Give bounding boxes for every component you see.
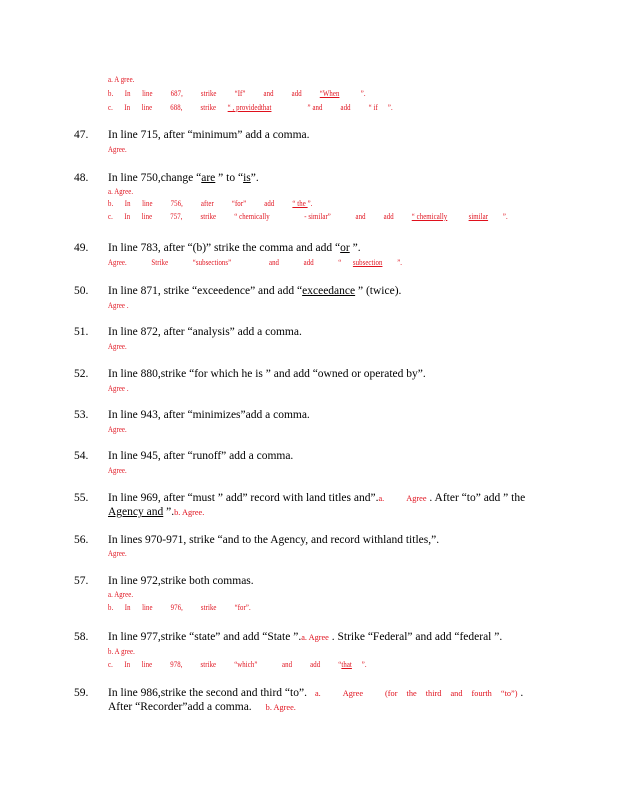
item-number: 59. <box>74 687 89 699</box>
intro-b: b. In line 687, strike “If” and add “When ”. <box>108 89 366 98</box>
item-text: In line 880,strike “for which he is ” and add “owned or operated by”. <box>108 368 426 380</box>
item-number: 57. <box>74 575 89 587</box>
item-text: In line 872, after “analysis” add a comma. <box>108 326 302 338</box>
item-number: 50. <box>74 285 89 297</box>
response: Agree. Strike “subsections” and add “ subsection ”. <box>108 258 403 267</box>
item-text: In line 943, after “minimizes”add a comma. <box>108 409 310 421</box>
item-text: In line 783, after “(b)” strike the comma and add “or ”. <box>108 242 361 254</box>
response: Agree. <box>108 342 127 351</box>
item-number: 52. <box>74 368 89 380</box>
response: Agree. <box>108 549 127 558</box>
response-c: c. In line 757, strike “ chemically - similar” and add “ chemically similar ”. <box>108 212 508 221</box>
item-text: In line 871, strike “exceedence” and add “exceedance ” (twice). <box>108 285 402 297</box>
item-number: 48. <box>74 172 89 184</box>
item-text: In line 972,strike both commas. <box>108 575 254 587</box>
item-text: In line 750,change “are ” to “is”. <box>108 172 259 184</box>
item-text: In line 715, after “minimum” add a comma. <box>108 129 310 141</box>
response-b: b. In line 976, strike “for”. <box>108 603 251 612</box>
response: Agree. <box>108 466 127 475</box>
item-number: 47. <box>74 129 89 141</box>
response: Agree . <box>108 384 129 393</box>
response-a: a. Agree. <box>108 590 134 599</box>
item-text: In line 977,strike “state” and add “State ”.a. Agree . Strike “Federal” and add “federal ”. <box>108 631 503 643</box>
item-number: 51. <box>74 326 89 338</box>
item-text-line2: After “Recorder”add a comma. b. Agree. <box>108 701 296 713</box>
response-b: b. A gree. <box>108 647 135 656</box>
item-number: 58. <box>74 631 89 643</box>
response-c: c. In line 978, strike “which” and add “that ”. <box>108 660 367 669</box>
item-number: 54. <box>74 450 89 462</box>
response: Agree. <box>108 145 127 154</box>
intro-a: a. A gree. <box>108 75 135 84</box>
response-b: b. In line 756, after “for” add “ the ”. <box>108 199 313 208</box>
response: Agree . <box>108 301 129 310</box>
item-text: In line 945, after “runoff” add a comma. <box>108 450 294 462</box>
item-text: In line 969, after “must ” add” record with land titles and”.a. Agree . After “to” add ” the <box>108 492 526 504</box>
item-text: In line 986,strike the second and third “to”. a. Agree (for the third and fourth “to”) . <box>108 687 524 699</box>
item-number: 56. <box>74 534 89 546</box>
item-number: 49. <box>74 242 89 254</box>
response-a: a. Agree. <box>108 187 134 196</box>
intro-c: c. In line 688, strike “ , providedthat ” and add “ if ”. <box>108 103 393 112</box>
item-number: 53. <box>74 409 89 421</box>
item-text-line2: Agency and ”.b. Agree. <box>108 506 205 518</box>
item-number: 55. <box>74 492 89 504</box>
item-text: In lines 970-971, strike “and to the Agency, and record withland titles,”. <box>108 534 440 546</box>
response: Agree. <box>108 425 127 434</box>
